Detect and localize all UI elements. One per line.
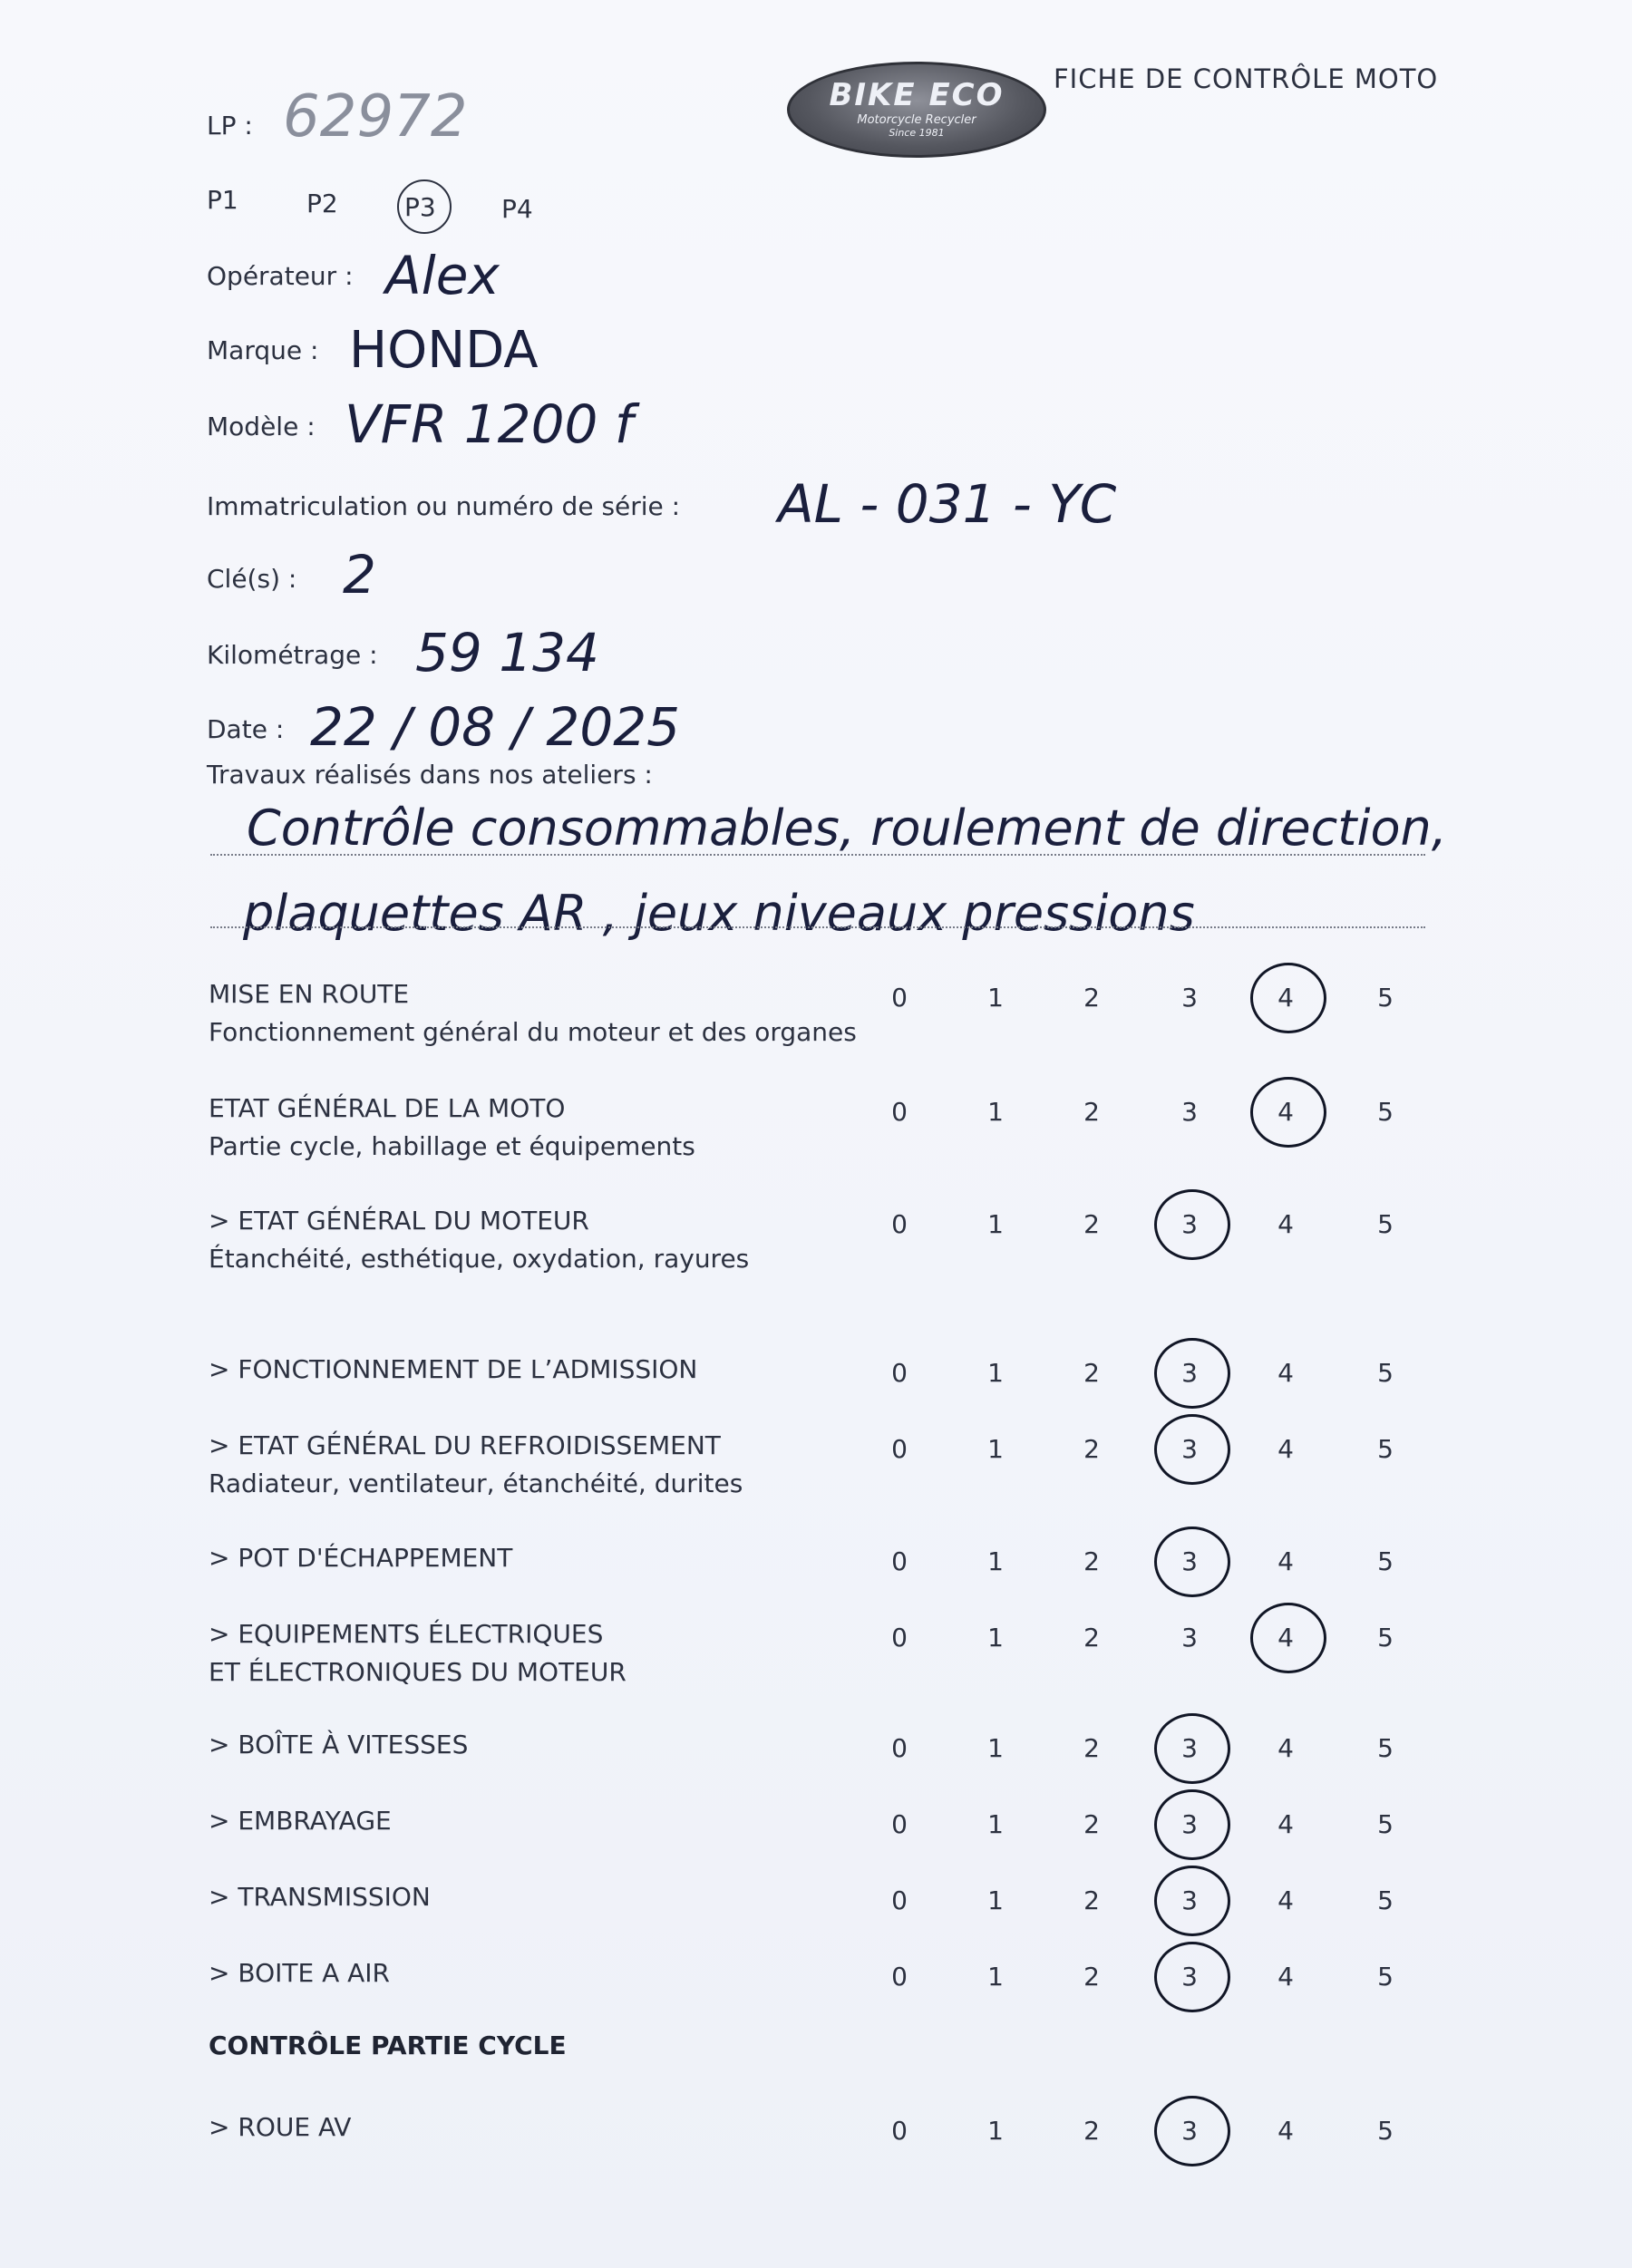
check-row-subtitle: Partie cycle, habillage et équipements — [209, 1131, 695, 1161]
works-line-2: plaquettes AR , jeux niveaux pressions — [243, 885, 1195, 942]
check-row-score-option: 4 — [1277, 983, 1294, 1013]
check-row-score-option: 3 — [1181, 1885, 1198, 1915]
check-row-score-option: 1 — [987, 1809, 1004, 1839]
check-row-score-option: 1 — [987, 1434, 1004, 1464]
check-row-title: > TRANSMISSION — [209, 1882, 431, 1912]
check-row-score-option: 1 — [987, 983, 1004, 1013]
check-row-score-option: 5 — [1377, 1209, 1394, 1239]
check-row-selected-score-circle — [1154, 1713, 1230, 1784]
check-row-score-option: 2 — [1083, 983, 1100, 1013]
position-p2: P2 — [306, 189, 338, 218]
check-row-score-option: 1 — [987, 1546, 1004, 1576]
check-row-score-option: 5 — [1377, 1358, 1394, 1388]
check-row-score-option: 0 — [891, 1885, 908, 1915]
check-row-score-option: 0 — [891, 1962, 908, 1992]
brand-value: HONDA — [349, 321, 539, 380]
logo-name: BIKE ECO — [829, 77, 1005, 113]
check-row-score-option: 4 — [1277, 1209, 1294, 1239]
check-row-title: > BOITE A AIR — [209, 1958, 390, 1988]
check-row-selected-score-circle — [1154, 1789, 1230, 1860]
check-row-score-option: 4 — [1277, 1434, 1294, 1464]
check-row-score-option: 1 — [987, 1885, 1004, 1915]
check-row-score-option: 0 — [891, 1623, 908, 1653]
check-row-score-option: 0 — [891, 1809, 908, 1839]
cycle-check-row-selected-score-circle — [1154, 2096, 1230, 2166]
check-row-score-option: 3 — [1181, 1097, 1198, 1127]
check-row-score-option: 3 — [1181, 1546, 1198, 1576]
model-value: VFR 1200 f — [345, 393, 634, 455]
check-row-subtitle: Étanchéité, esthétique, oxydation, rayures — [209, 1244, 750, 1274]
check-row-title: > FONCTIONNEMENT DE L’ADMISSION — [209, 1354, 698, 1384]
check-row-title: > ETAT GÉNÉRAL DU MOTEUR — [209, 1206, 589, 1236]
operator-value: Alex — [385, 245, 500, 306]
check-row-score-option: 4 — [1277, 1733, 1294, 1763]
cycle-check-row-score-option: 2 — [1083, 2116, 1100, 2146]
check-row-score-option: 3 — [1181, 1358, 1198, 1388]
check-row-score-option: 3 — [1181, 983, 1198, 1013]
keys-value: 2 — [343, 544, 376, 606]
cycle-check-row-score-option: 1 — [987, 2116, 1004, 2146]
logo-since: Since 1981 — [889, 127, 945, 139]
check-row-score-option: 5 — [1377, 1546, 1394, 1576]
check-row-score-option: 1 — [987, 1733, 1004, 1763]
check-row-title: > POT D'ÉCHAPPEMENT — [209, 1543, 513, 1573]
cycle-check-row-score-option: 0 — [891, 2116, 908, 2146]
operator-label: Opérateur : — [207, 261, 354, 291]
check-row-selected-score-circle — [1154, 1942, 1230, 2012]
works-line-1: Contrôle consommables, roulement de direction, — [247, 800, 1447, 857]
check-row-subtitle: ET ÉLECTRONIQUES DU MOTEUR — [209, 1657, 627, 1687]
check-row-score-option: 3 — [1181, 1809, 1198, 1839]
check-row-score-option: 5 — [1377, 1623, 1394, 1653]
works-line-2-rule — [210, 926, 1425, 928]
check-row-selected-score-circle — [1154, 1414, 1230, 1485]
check-row-score-option: 2 — [1083, 1885, 1100, 1915]
check-row-score-option: 5 — [1377, 1434, 1394, 1464]
mileage-value: 59 134 — [415, 622, 599, 683]
mileage-label: Kilométrage : — [207, 640, 378, 670]
check-row-selected-score-circle — [1154, 1866, 1230, 1936]
works-line-1-rule — [210, 854, 1425, 856]
check-row-score-option: 5 — [1377, 1962, 1394, 1992]
check-row-title: ETAT GÉNÉRAL DE LA MOTO — [209, 1093, 566, 1123]
check-row-score-option: 2 — [1083, 1097, 1100, 1127]
check-row-title: > EMBRAYAGE — [209, 1806, 392, 1836]
cycle-check-row-score-option: 4 — [1277, 2116, 1294, 2146]
check-row-score-option: 0 — [891, 1209, 908, 1239]
registration-label: Immatriculation ou numéro de série : — [207, 491, 681, 521]
check-row-selected-score-circle — [1154, 1338, 1230, 1409]
check-row-score-option: 5 — [1377, 1809, 1394, 1839]
check-row-score-option: 4 — [1277, 1546, 1294, 1576]
check-row-score-option: 3 — [1181, 1209, 1198, 1239]
check-row-score-option: 4 — [1277, 1962, 1294, 1992]
check-row-score-option: 2 — [1083, 1434, 1100, 1464]
keys-label: Clé(s) : — [207, 564, 297, 594]
date-value: 22 / 08 / 2025 — [310, 696, 681, 758]
check-row-score-option: 0 — [891, 1097, 908, 1127]
check-row-selected-score-circle — [1250, 1603, 1326, 1673]
check-row-score-option: 5 — [1377, 1733, 1394, 1763]
check-row-score-option: 4 — [1277, 1809, 1294, 1839]
check-row-score-option: 0 — [891, 1358, 908, 1388]
check-row-score-option: 4 — [1277, 1885, 1294, 1915]
brand-label: Marque : — [207, 335, 319, 365]
check-row-title: > EQUIPEMENTS ÉLECTRIQUES — [209, 1619, 604, 1649]
check-row-score-option: 2 — [1083, 1623, 1100, 1653]
check-row-score-option: 0 — [891, 1546, 908, 1576]
check-row-score-option: 1 — [987, 1209, 1004, 1239]
check-row-selected-score-circle — [1250, 1077, 1326, 1148]
model-label: Modèle : — [207, 412, 316, 441]
check-row-score-option: 0 — [891, 983, 908, 1013]
date-label: Date : — [207, 714, 285, 744]
position-p3: P3 — [404, 192, 436, 222]
check-row-score-option: 2 — [1083, 1358, 1100, 1388]
section-partie-cycle-title: CONTRÔLE PARTIE CYCLE — [209, 2031, 567, 2060]
check-row-score-option: 2 — [1083, 1209, 1100, 1239]
check-row-score-option: 2 — [1083, 1962, 1100, 1992]
check-row-score-option: 3 — [1181, 1733, 1198, 1763]
check-row-score-option: 4 — [1277, 1358, 1294, 1388]
check-row-score-option: 0 — [891, 1434, 908, 1464]
check-row-score-option: 5 — [1377, 1885, 1394, 1915]
check-row-score-option: 2 — [1083, 1546, 1100, 1576]
check-row-score-option: 1 — [987, 1623, 1004, 1653]
check-row-score-option: 0 — [891, 1733, 908, 1763]
check-row-subtitle: Fonctionnement général du moteur et des organes — [209, 1017, 857, 1047]
check-row-title: > BOÎTE À VITESSES — [209, 1730, 469, 1759]
lp-value: 62972 — [283, 83, 468, 150]
check-row-score-option: 2 — [1083, 1809, 1100, 1839]
registration-value: AL - 031 - YC — [778, 473, 1117, 535]
cycle-check-row-score-option: 5 — [1377, 2116, 1394, 2146]
check-row-score-option: 1 — [987, 1962, 1004, 1992]
check-row-score-option: 3 — [1181, 1623, 1198, 1653]
lp-label: LP : — [207, 111, 253, 141]
check-row-score-option: 5 — [1377, 983, 1394, 1013]
check-row-selected-score-circle — [1250, 963, 1326, 1033]
check-row-score-option: 3 — [1181, 1434, 1198, 1464]
check-row-score-option: 1 — [987, 1358, 1004, 1388]
check-row-selected-score-circle — [1154, 1527, 1230, 1597]
works-label: Travaux réalisés dans nos ateliers : — [207, 760, 653, 790]
check-row-selected-score-circle — [1154, 1189, 1230, 1260]
cycle-check-row-title: > ROUE AV — [209, 2112, 352, 2142]
check-row-score-option: 2 — [1083, 1733, 1100, 1763]
check-row-title: MISE EN ROUTE — [209, 979, 410, 1009]
bike-eco-logo — [787, 62, 1046, 158]
cycle-check-row-score-option: 3 — [1181, 2116, 1198, 2146]
position-p1: P1 — [207, 185, 238, 215]
form-title: FICHE DE CONTRÔLE MOTO — [1054, 63, 1439, 94]
position-p4: P4 — [501, 194, 533, 224]
check-row-score-option: 1 — [987, 1097, 1004, 1127]
check-row-score-option: 4 — [1277, 1623, 1294, 1653]
check-row-score-option: 4 — [1277, 1097, 1294, 1127]
check-row-subtitle: Radiateur, ventilateur, étanchéité, durites — [209, 1468, 743, 1498]
check-row-score-option: 5 — [1377, 1097, 1394, 1127]
logo-tagline: Motorcycle Recycler — [857, 113, 976, 127]
check-row-score-option: 3 — [1181, 1962, 1198, 1992]
check-row-title: > ETAT GÉNÉRAL DU REFROIDISSEMENT — [209, 1430, 721, 1460]
